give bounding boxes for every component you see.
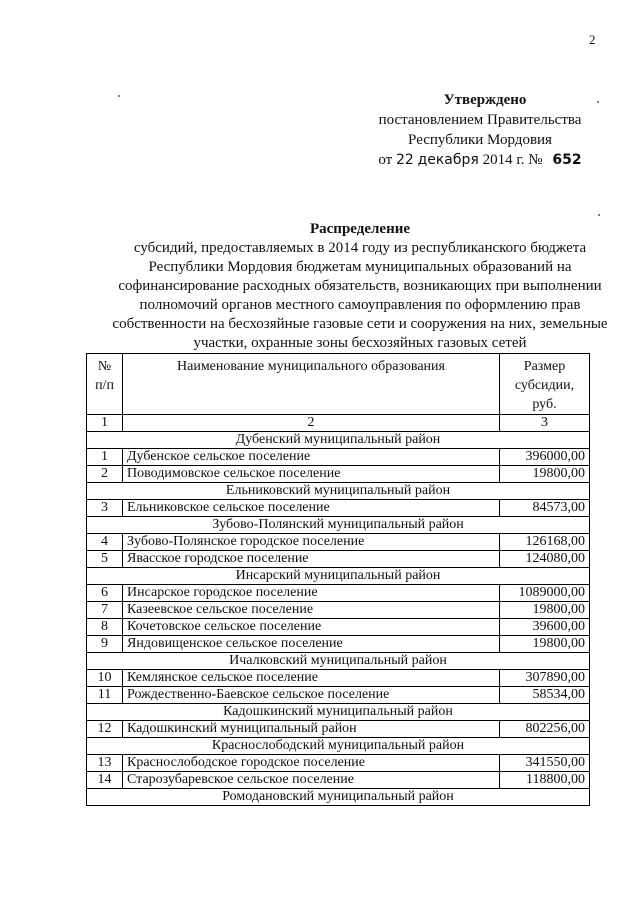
table-row [87,619,590,636]
subsidy-amount: 341550,00 [500,755,590,772]
scan-speck [118,95,120,97]
index-cell: 1 [87,415,123,432]
title-line: субсидий, предоставляемых в 2014 году из республиканского бюджета [133,240,587,256]
row-number: 1 [87,449,123,466]
row-number: 4 [87,534,123,551]
header-name: Наименование муниципального образования [123,354,500,415]
table-row [87,449,590,466]
municipality-name: Краснослободское городское поселение [123,755,500,772]
table-row [87,721,590,738]
table-row [87,670,590,687]
district-row [87,517,590,534]
subsidy-amount: 126168,00 [500,534,590,551]
subsidy-table [86,353,590,806]
municipality-name: Инсарское городское поселение [123,585,500,602]
row-number: 14 [87,772,123,789]
subsidy-amount: 118800,00 [500,772,590,789]
decree-number: 652 [552,152,582,168]
district-name: Инсарский муниципальный район [87,568,590,585]
municipality-name: Старозубаревское сельское поселение [123,772,500,789]
district-name: Ичалковский муниципальный район [87,653,590,670]
index-cell: 3 [500,415,590,432]
row-number: 10 [87,670,123,687]
scan-speck [597,101,599,103]
district-name: Краснослободский муниципальный район [87,738,590,755]
table-row [87,534,590,551]
subsidy-amount: 39600,00 [500,619,590,636]
subsidy-amount: 58534,00 [500,687,590,704]
district-row [87,483,590,500]
municipality-name: Дубенское сельское поселение [123,449,500,466]
title-line: софинансирование расходных обязательств, возникающих при выполнении [118,278,602,294]
date-month: декабря [417,152,479,168]
municipality-name: Кочетовское сельское поселение [123,619,500,636]
index-cell: 2 [123,415,500,432]
page-number: 2 [589,32,596,47]
approval-stamp [355,90,605,170]
municipality-name: Ельниковское сельское поселение [123,500,500,517]
municipality-name: Яндовищенское сельское поселение [123,636,500,653]
date-year: 2014 г. № [482,152,543,168]
table-row [87,687,590,704]
municipality-name: Рождественно-Баевское сельское поселение [123,687,500,704]
title-heading: Распределение [309,221,411,237]
district-row [87,568,590,585]
subsidy-amount: 19800,00 [500,636,590,653]
title-line: Республики Мордовия бюджетам муниципальных образований на [148,259,572,275]
row-number: 7 [87,602,123,619]
municipality-name: Явасское городское поселение [123,551,500,568]
district-row [87,653,590,670]
row-number: 8 [87,619,123,636]
municipality-name: Зубово-Полянское городское поселение [123,534,500,551]
subsidy-amount: 19800,00 [500,466,590,483]
row-number: 5 [87,551,123,568]
subsidy-amount: 1089000,00 [500,585,590,602]
municipality-name: Кемлянское сельское поселение [123,670,500,687]
subsidy-amount: 124080,00 [500,551,590,568]
table-row [87,585,590,602]
header-amount: Размер субсидии, руб. [500,354,590,415]
district-row [87,789,590,806]
subsidy-amount: 19800,00 [500,602,590,619]
row-number: 11 [87,687,123,704]
scan-speck [598,214,600,216]
row-number: 6 [87,585,123,602]
district-name: Зубово-Полянский муниципальный район [87,517,590,534]
table-row [87,602,590,619]
subsidy-amount: 396000,00 [500,449,590,466]
district-name: Кадошкинский муниципальный район [87,704,590,721]
approval-date-line [355,150,605,170]
header-num: № п/п [87,354,123,415]
row-number: 3 [87,500,123,517]
subsidy-amount: 802256,00 [500,721,590,738]
district-row [87,704,590,721]
district-name: Ромодановский муниципальный район [87,789,590,806]
title-line: полномочий органов местного самоуправления по оформлению прав [139,297,581,313]
row-number: 2 [87,466,123,483]
date-prefix: от [378,152,393,168]
table-row [87,636,590,653]
approval-line-2: Республики Мордовия [408,132,552,148]
row-number: 12 [87,721,123,738]
approval-line-1: постановлением Правительства [378,112,582,128]
title-line: собственности на бесхозяйные газовые сети и сооружения на них, земельные [112,316,608,332]
table-row [87,551,590,568]
subsidy-amount: 307890,00 [500,670,590,687]
municipality-name: Поводимовское сельское поселение [123,466,500,483]
title-line: участки, охранные зоны бесхозяйных газовых сетей [193,335,527,351]
table-row [87,772,590,789]
row-number: 13 [87,755,123,772]
municipality-name: Кадошкинский муниципальный район [123,721,500,738]
approval-heading: Утверждено [443,92,527,108]
municipality-name: Казеевское сельское поселение [123,602,500,619]
subsidy-amount: 84573,00 [500,500,590,517]
row-number: 9 [87,636,123,653]
index-row [87,415,590,432]
district-row [87,432,590,449]
table-row [87,500,590,517]
table-row [87,755,590,772]
district-name: Дубенский муниципальный район [87,432,590,449]
table-row [87,466,590,483]
date-day: 22 [395,152,414,168]
document-title [80,220,640,353]
district-row [87,738,590,755]
district-name: Ельниковский муниципальный район [87,483,590,500]
